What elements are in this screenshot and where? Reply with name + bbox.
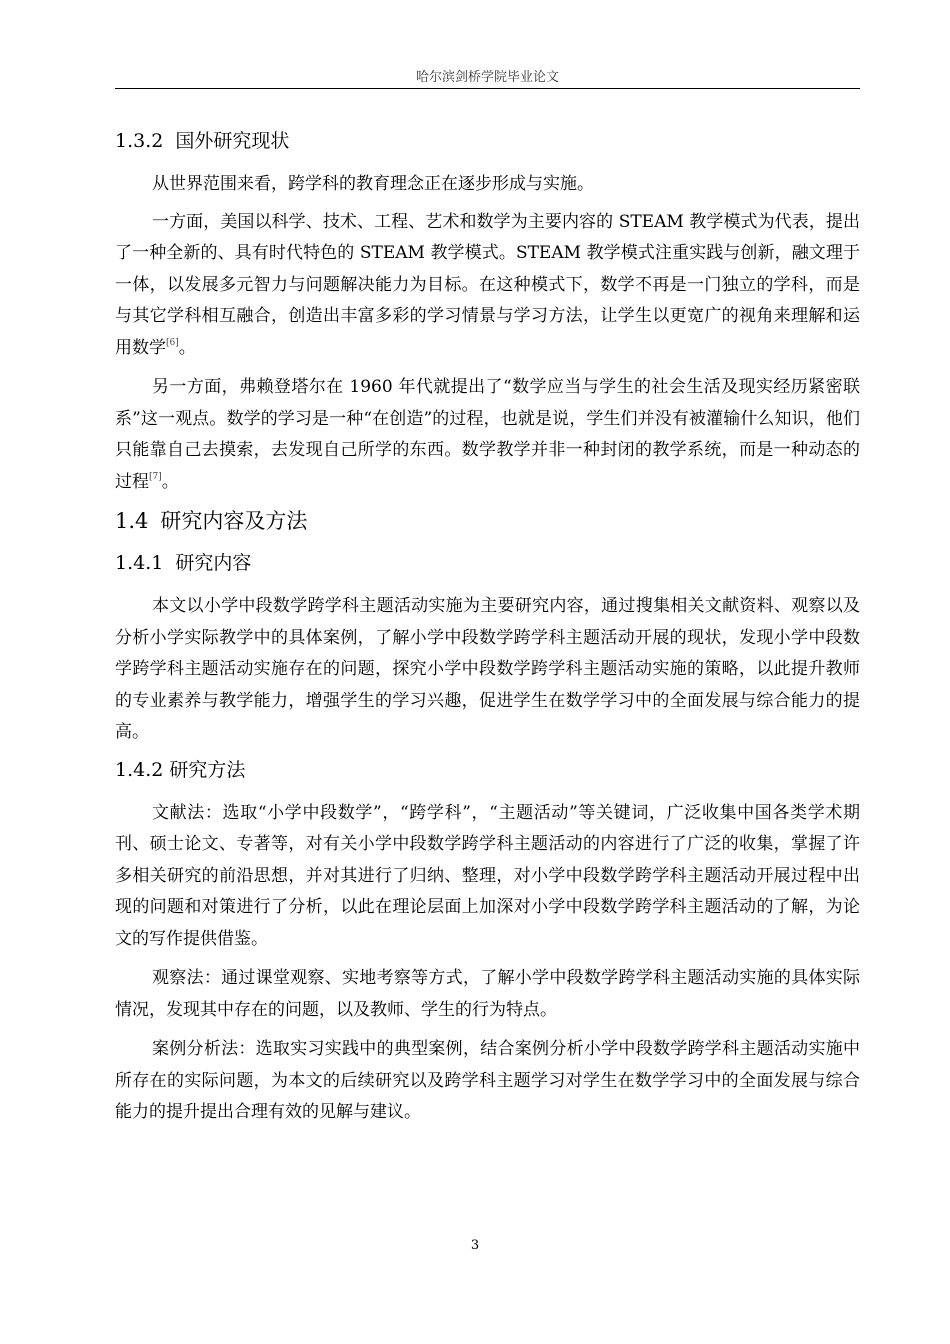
paragraph: 从世界范围来看，跨学科的教育理念正在逐步形成与实施。 xyxy=(152,174,594,194)
paragraph-end: 。 xyxy=(161,471,179,492)
section-title: 国外研究现状 xyxy=(175,130,290,152)
page-body xyxy=(115,128,860,1137)
citation: [6] xyxy=(166,337,179,348)
section-heading-1-3-2 xyxy=(115,128,860,154)
paragraph-end: 。 xyxy=(178,337,196,358)
section-title: 研究内容 xyxy=(175,552,252,574)
paragraph-text: 另一方面，弗赖登塔尔在 1960 年代就提出了“数学应当与学生的社会生活及现实经历紧密联系”这一观点。数学的学习是一种“在创造”的过程，也就是说，学生们并没有被灌输什么知识，他们只能靠自己去摸索，去发现自己所学的东西。数学教学并非一种封闭的教学系统，而是一种动态的过程 xyxy=(115,377,860,492)
header-divider xyxy=(115,88,860,89)
page-number: 3 xyxy=(470,1238,480,1253)
citation: [7] xyxy=(149,471,162,482)
section-number: 1.4 xyxy=(115,509,149,533)
paragraph xyxy=(115,372,860,498)
paragraph xyxy=(115,207,860,365)
section-heading-1-4-2: 1.4.2 研究方法 xyxy=(115,758,246,781)
page-header: 哈尔滨剑桥学院毕业论文 xyxy=(415,70,559,85)
paragraph: 观察法：通过课堂观察、实地考察等方式，了解小学中段数学跨学科主题活动实施的具体实际情况，发现其中存在的问题，以及教师、学生的行为特点。 xyxy=(115,968,860,1020)
section-number: 1.3.2 xyxy=(115,130,164,152)
section-number: 1.4.1 xyxy=(115,552,164,574)
paragraph: 文献法：选取“小学中段数学”，“跨学科”，“主题活动”等关键词，广泛收集中国各类学术期刊、硕士论文、专著等，对有关小学中段数学跨学科主题活动的内容进行了广泛的收集，掌握了许多相关研究的前沿思想，并对其进行了归纳、整理，对小学中段数学跨学科主题活动开展过程中出现的问题和对策进行了分析，以此在理论层面上加深对小学中段数学跨学科主题活动的了解，为论文的写作提供借鉴。 xyxy=(115,802,860,949)
paragraph: 本文以小学中段数学跨学科主题活动实施为主要研究内容，通过搜集相关文献资料、观察以及分析小学实际教学中的具体案例，了解小学中段数学跨学科主题活动开展的现状，发现小学中段数学跨学科主题活动实施存在的问题，探究小学中段数学跨学科主题活动实施的策略，以此提升教师的专业素养与教学能力，增强学生的学习兴趣，促进学生在数学学习中的全面发展与综合能力的提高。 xyxy=(115,596,860,742)
section-heading-1-4 xyxy=(115,506,860,536)
paragraph-text: 一方面，美国以科学、技术、工程、艺术和数学为主要内容的 STEAM 教学模式为代表，提出了一种全新的、具有时代特色的 STEAM 教学模式。STEAM 教学模式注重实践与创新，融文理于一体，以发展多元智力与问题解决能力为目标。在这种模式下，数学不再是一门独立的学科，而是与其它学科相互融合，创造出丰富多彩的学习情景与学习方法，让学生以更宽广的视角来理解和运用数学 xyxy=(115,211,860,358)
section-heading-1-4-1 xyxy=(115,550,860,576)
section-title: 研究内容及方法 xyxy=(160,509,308,533)
paragraph: 案例分析法：选取实习实践中的典型案例，结合案例分析小学中段数学跨学科主题活动实施中所存在的实际问题，为本文的后续研究以及跨学科主题学习对学生在数学学习中的全面发展与综合能力的提升提出合理有效的见解与建议。 xyxy=(115,1039,860,1122)
